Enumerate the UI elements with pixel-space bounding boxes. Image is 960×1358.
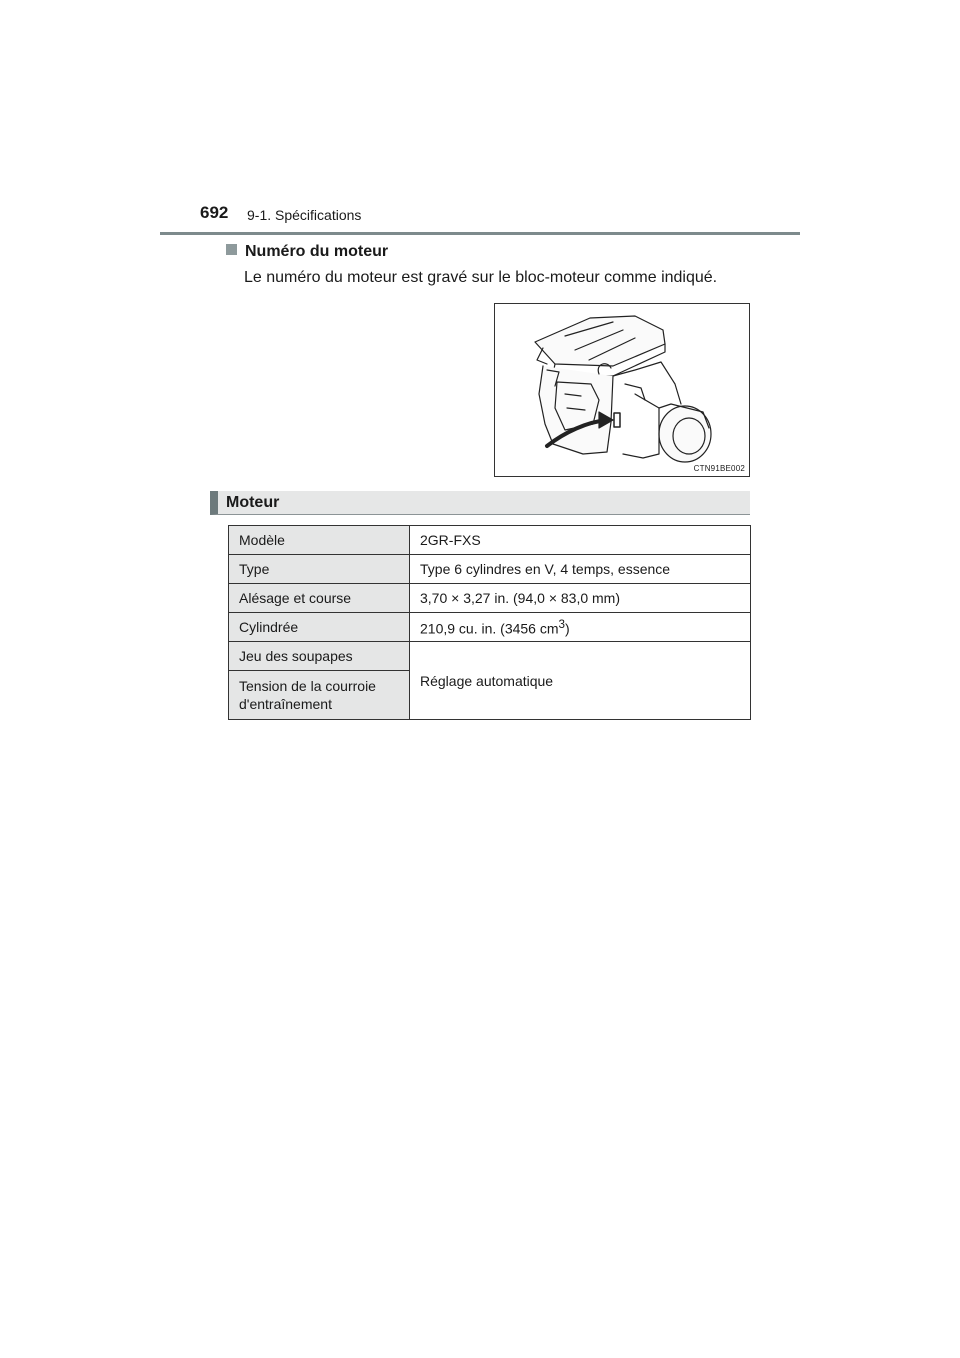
spec-value-merged: Réglage automatique: [410, 642, 751, 720]
spec-value-end: ): [565, 620, 570, 637]
header-rule: [160, 232, 800, 235]
table-row: [229, 555, 751, 584]
section-body: Le numéro du moteur est gravé sur le bloc-moteur comme indiqué.: [244, 269, 718, 286]
spec-label: Cylindrée: [229, 613, 410, 642]
page-number: 692: [200, 203, 229, 222]
engine-drawing-icon: [495, 304, 749, 476]
spec-value: 2GR-FXS: [410, 526, 751, 555]
spec-label: Modèle: [229, 526, 410, 555]
spec-label-line2: d'entraînement: [239, 696, 332, 712]
engine-illustration: [494, 303, 750, 477]
bullet-square-icon: [226, 244, 237, 255]
table-row: [229, 584, 751, 613]
spec-value: Type 6 cylindres en V, 4 temps, essence: [410, 555, 751, 584]
engine-spec-table: [228, 525, 751, 720]
spec-value: 3,70 × 3,27 in. (94,0 × 83,0 mm): [410, 584, 751, 613]
spec-label: Type: [229, 555, 410, 584]
table-row: [229, 642, 751, 671]
spec-value-main: 210,9 cu. in. (3456 cm: [420, 620, 559, 637]
table-title-bar: [210, 491, 750, 515]
table-title: Moteur: [226, 494, 280, 511]
spec-label: Alésage et course: [229, 584, 410, 613]
spec-label: Jeu des soupapes: [229, 642, 410, 671]
section-title: Numéro du moteur: [245, 243, 389, 260]
spec-value: [410, 613, 751, 642]
table-row: [229, 613, 751, 642]
section-heading: [226, 243, 388, 261]
spec-label: [229, 671, 410, 720]
table-row: [229, 526, 751, 555]
spec-label-line1: Tension de la courroie: [239, 678, 376, 694]
figure-code: CTN91BE002: [693, 464, 745, 473]
chapter-title: 9-1. Spécifications: [247, 207, 362, 223]
spec-value-superscript: 3: [558, 617, 566, 631]
